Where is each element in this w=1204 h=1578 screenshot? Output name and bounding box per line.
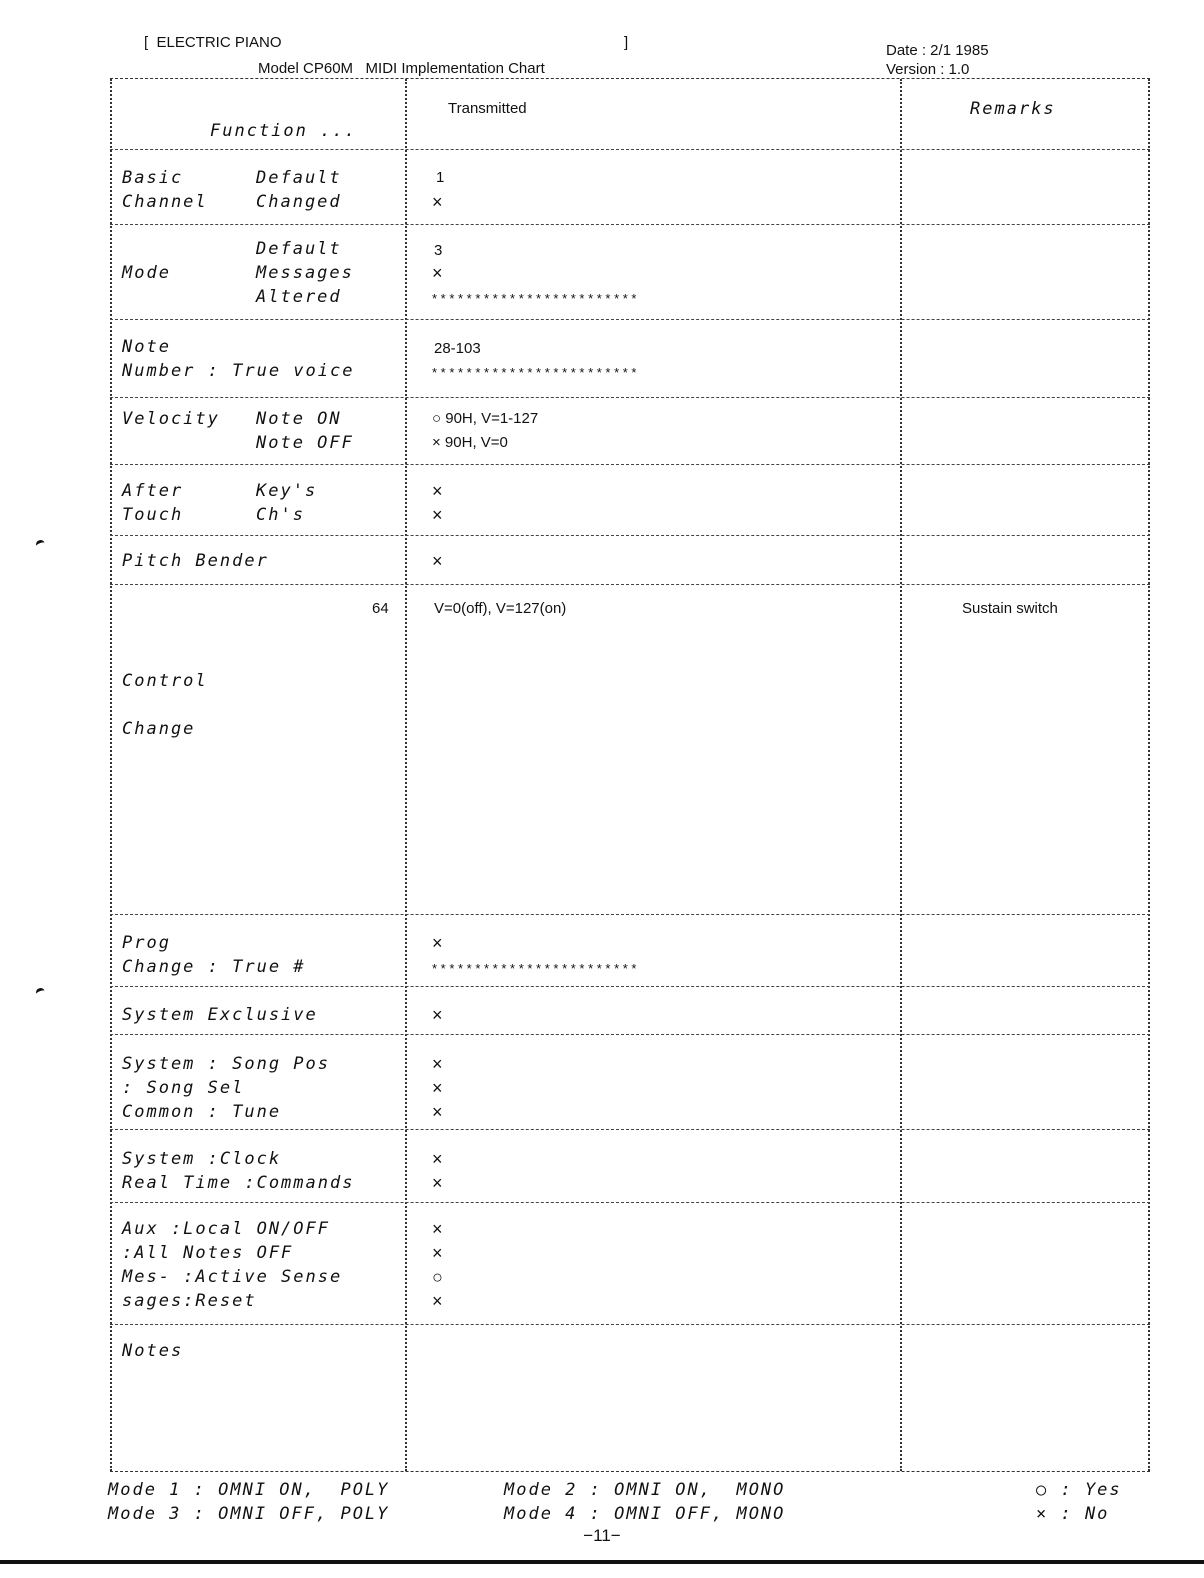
channel-label: Channel xyxy=(122,192,208,212)
scan-mark xyxy=(35,987,47,999)
mode-default-label: Default xyxy=(256,239,342,259)
mode-messages-label: Messages xyxy=(256,263,354,283)
aux-all-notes-off-label: :All Notes OFF xyxy=(122,1243,294,1263)
aux-local-label: Aux :Local ON/OFF xyxy=(122,1219,330,1239)
velocity-note-on-label: Note ON xyxy=(256,409,342,429)
row-divider xyxy=(110,397,1150,398)
aux-reset-label: sages:Reset xyxy=(122,1291,257,1311)
commands-value: × xyxy=(432,1173,443,1193)
header-title-bracket: ] xyxy=(624,34,629,51)
reset-value: × xyxy=(432,1291,443,1311)
basic-label: Basic xyxy=(122,168,184,188)
after-chs-label: Ch's xyxy=(256,505,305,525)
notes-label: Notes xyxy=(122,1341,184,1361)
prog-change-value: × xyxy=(432,933,443,953)
prog-true-value: * * * * * * * * * * * * * * * * * * * * * * * * xyxy=(432,961,637,976)
remarks-heading: Remarks xyxy=(970,99,1056,119)
clock-value: × xyxy=(432,1149,443,1169)
basic-changed-label: Changed xyxy=(256,192,342,212)
control-value: V=0(off), V=127(on) xyxy=(434,600,567,617)
song-sel-value: × xyxy=(432,1078,443,1098)
touch-label: Touch xyxy=(122,505,184,525)
control-label: Control xyxy=(122,671,208,691)
footer-no-legend: × : No xyxy=(1036,1504,1110,1524)
note-range-value: 28-103 xyxy=(434,340,481,357)
page-number: −11− xyxy=(583,1526,621,1545)
header-date: Date : 2/1 1985 xyxy=(886,42,989,59)
change-label: Change xyxy=(122,719,196,739)
system-realtime-commands-label: Real Time :Commands xyxy=(122,1173,355,1193)
footer-mode4: Mode 4 : OMNI OFF, MONO xyxy=(504,1504,786,1524)
velocity-label: Velocity xyxy=(122,409,220,429)
system-common-song-pos-label: System : Song Pos xyxy=(122,1054,330,1074)
page-bottom-rule xyxy=(0,1560,1204,1564)
note-label: Note xyxy=(122,337,171,357)
footer-mode1: Mode 1 : OMNI ON, POLY xyxy=(108,1480,390,1500)
footer-yes-legend: ○ : Yes xyxy=(1036,1480,1122,1500)
row-divider xyxy=(110,1034,1150,1035)
prog-change-true-label: Change : True # xyxy=(122,957,306,977)
after-label: After xyxy=(122,481,184,501)
control-number: 64 xyxy=(372,600,389,617)
velocity-note-off-label: Note OFF xyxy=(256,433,354,453)
velocity-note-on-value: ○ 90H, V=1-127 xyxy=(432,410,539,427)
row-divider xyxy=(110,986,1150,987)
velocity-note-off-value: × 90H, V=0 xyxy=(432,434,508,451)
column-divider-function xyxy=(405,79,407,1471)
row-divider xyxy=(110,535,1150,536)
after-chs-value: × xyxy=(432,505,443,525)
header-version: Version : 1.0 xyxy=(886,61,970,78)
right-border xyxy=(1148,79,1150,1471)
mode-messages-value: × xyxy=(432,263,443,283)
system-exclusive-label: System Exclusive xyxy=(122,1005,318,1025)
pitch-bender-label: Pitch Bender xyxy=(122,551,269,571)
system-common-song-sel-label: : Song Sel xyxy=(122,1078,245,1098)
row-divider xyxy=(110,1202,1150,1203)
left-border xyxy=(110,79,112,1471)
scan-mark xyxy=(35,539,47,551)
basic-default-value: 1 xyxy=(436,169,445,186)
prog-label: Prog xyxy=(122,933,171,953)
aux-active-sense-label: Mes- :Active Sense xyxy=(122,1267,343,1287)
all-notes-off-value: × xyxy=(432,1243,443,1263)
after-keys-label: Key's xyxy=(256,481,318,501)
header-title: [ ELECTRIC PIANO xyxy=(144,34,282,51)
transmitted-heading: Transmitted xyxy=(448,100,527,117)
row-divider xyxy=(110,464,1150,465)
row-divider xyxy=(110,584,1150,585)
system-realtime-clock-label: System :Clock xyxy=(122,1149,282,1169)
column-divider-transmitted xyxy=(900,79,902,1471)
note-true-voice-value: * * * * * * * * * * * * * * * * * * * * * * * * xyxy=(432,365,637,380)
tune-value: × xyxy=(432,1102,443,1122)
row-divider xyxy=(110,914,1150,915)
footer-mode2: Mode 2 : OMNI ON, MONO xyxy=(504,1480,786,1500)
row-divider xyxy=(110,319,1150,320)
function-heading: Function ... xyxy=(210,121,357,141)
system-exclusive-value: × xyxy=(432,1005,443,1025)
song-pos-value: × xyxy=(432,1054,443,1074)
after-keys-value: × xyxy=(432,481,443,501)
basic-default-label: Default xyxy=(256,168,342,188)
number-true-voice-label: Number : True voice xyxy=(122,361,355,381)
mode-default-value: 3 xyxy=(434,242,443,259)
pitch-bender-value: × xyxy=(432,551,443,571)
row-divider xyxy=(110,149,1150,150)
local-value: × xyxy=(432,1219,443,1239)
header-model: Model CP60M MIDI Implementation Chart xyxy=(258,60,545,77)
mode-altered-label: Altered xyxy=(256,287,342,307)
midi-implementation-chart xyxy=(110,78,1150,1472)
mode-altered-value: * * * * * * * * * * * * * * * * * * * * * * * * xyxy=(432,291,637,306)
system-common-tune-label: Common : Tune xyxy=(122,1102,282,1122)
row-divider xyxy=(110,1129,1150,1130)
row-divider xyxy=(110,224,1150,225)
basic-changed-value: × xyxy=(432,192,443,212)
active-sense-value: ○ xyxy=(432,1267,443,1287)
footer-mode3: Mode 3 : OMNI OFF, POLY xyxy=(108,1504,390,1524)
control-remark: Sustain switch xyxy=(962,600,1058,617)
mode-label: Mode xyxy=(122,263,171,283)
row-divider xyxy=(110,1324,1150,1325)
